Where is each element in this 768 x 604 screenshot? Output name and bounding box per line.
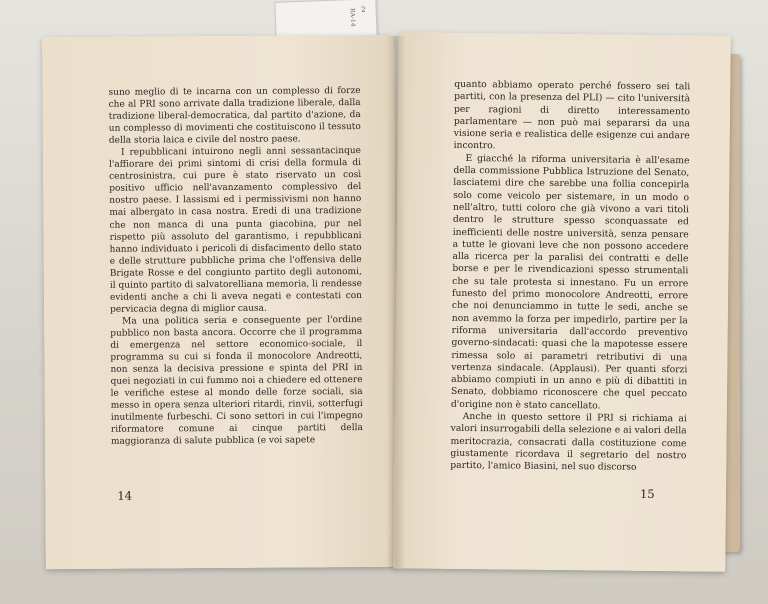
book-gutter — [386, 36, 406, 568]
paragraph: Anche in questo settore il PRI si richiama ai valori insurrogabili della selezione e ai valori della meritocrazia, consacrati dalla costituzione come giustamente ricordava il segretario del nostro partito, l'amico Biasini, nel suo discorso — [450, 410, 687, 473]
tag-number: 2 — [361, 5, 366, 14]
paragraph: Ma una politica seria e conseguente per l'ordine pubblico non basta ancora. Occorre che il programma di emergenza nel settore economico-sociale, il programma su cui si fonda il monocolore Andreotti, non senza la decisiva pressione e spinta del PRI in quei negoziati in cui fummo noi a chiedere ed ottenere le verifiche estese al mondo delle forze sociali, sia messo in opera senza ulteriori ritardi, rinvii, sotterfugi inutilmente furbeschi. Ci sono settori in cui l'impegno riformatore comune ai cinque partiti della maggioranza di salute pubblica (e voi sapete — [110, 314, 363, 448]
right-page — [393, 32, 731, 571]
paragraph: I repubblicani intuirono negli anni sessantacinque l'affiorare dei primi sintomi di crisi della formula di centrosinistra, cui pure è stato riservato un così positivo ufficio nell'avanzamento complessivo del nostro paese. I lassismi ed i permissivismi non hanno mai albergato in casa nostra. Eredi di una tradizione che non manca di una punta giacobina, pur nel rispetto più assoluto del garantismo, i repubblicani hanno individuato i pericoli di disfacimento dello stato e delle strutture pubbliche prima che l'offensiva delle Brigate Rosse e del congiunto partito degli autonomi, il quinto partito di salvatorelliana memoria, li rendesse evidenti anche a chi li aveva negati e contestati con pervicacia degna di miglior causa. — [109, 146, 362, 315]
paragraph: E giacché la riforma universitaria è all'esame della commissione Pubblica Istruzione del Senato, lasciatemi dire che sarebbe una follia concepirla solo come veicolo per sistemare, in un modo o nell'altro, tutti coloro che già vivono a vari titoli dentro le strutture spesso sconquassate ed inefficienti delle nostre università, senza pensare a tutte le giovani leve che non possono accedere alla ricerca per la paralisi dei contratti e delle borse e per le rivendicazioni spesso strumentali che su tale protesta si innestano. Fu un errore funesto del primo monocolore Andreotti, errore che noi denunciammo in tutte le sedi, anche se non avemmo la forza per impedirlo, partire per la riforma universitaria dall'accordo preventivo governo-sindacati: quasi che la mapotesse essere rimessa solo ai parametri retributivi di una vertenza sindacale. (Applausi). Per quanti sforzi abbiamo compiuti in un anno e più di dibattiti in Senato, dobbiamo riconoscere che quel peccato d'origine non è stato cancellato. — [450, 152, 690, 412]
left-page-text — [108, 85, 363, 448]
page-number: 14 — [117, 488, 133, 503]
paragraph: quanto abbiamo operato perché fossero sei tali partiti, con la presenza del PLI) — cito l'università per ragioni di diretto interessamento parlamentare — non può mai separarsi da una visione seria e realistica delle esigenze cui andare incontro. — [453, 78, 691, 152]
tag-code: RA-14 — [348, 7, 357, 27]
page-number: 15 — [639, 486, 655, 501]
right-page-text — [450, 79, 690, 475]
paragraph: suno meglio di te incarna con un complesso di forze che al PRI sono arrivate dalla tradizione liberale, dalla tradizione liberal-democratica, dal partito d'azione, da un complesso di movimenti che costituiscono il tessuto della storia laica e civile del nostro paese. — [108, 86, 361, 146]
left-page — [42, 35, 398, 569]
